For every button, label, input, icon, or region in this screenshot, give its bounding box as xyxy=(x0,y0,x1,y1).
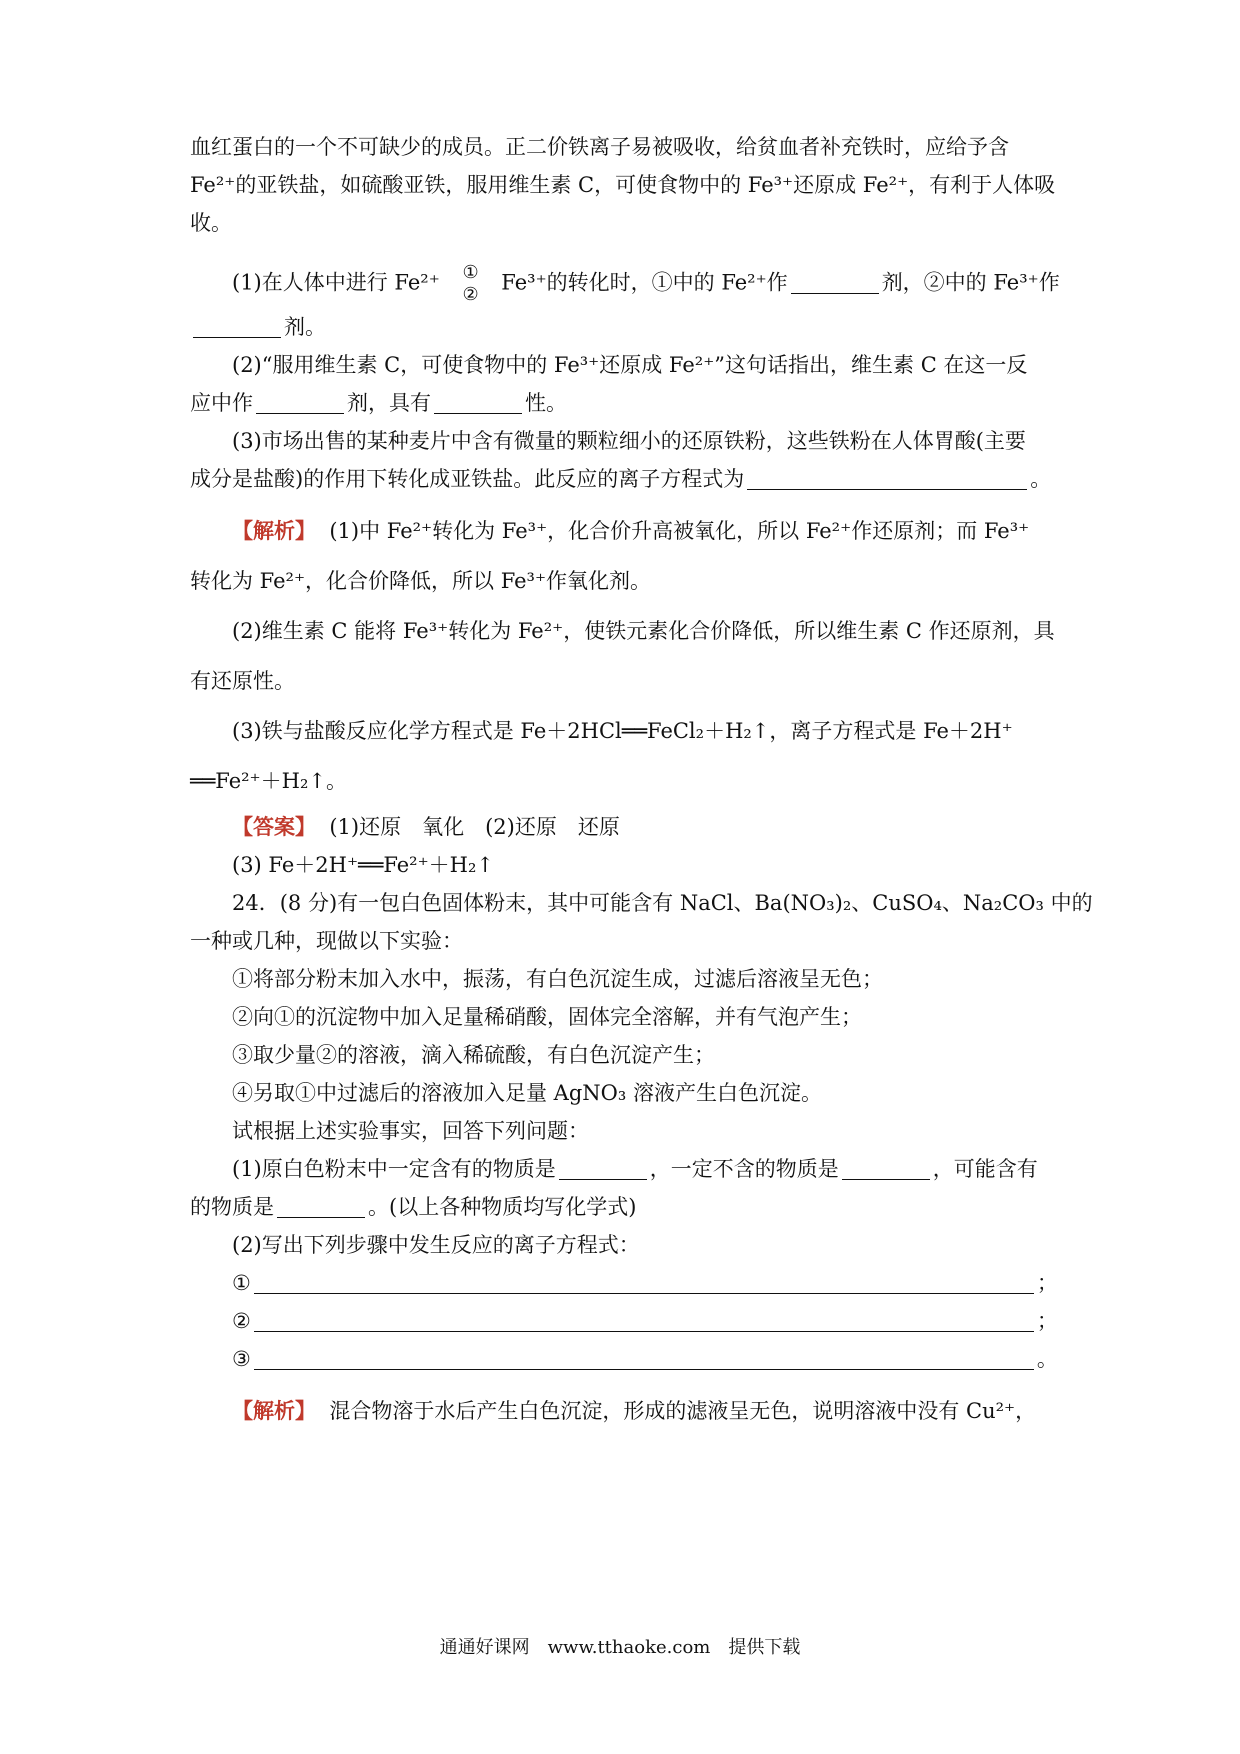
question-1-line xyxy=(232,262,1060,306)
answer-blank[interactable] xyxy=(193,317,281,338)
answer-blank[interactable] xyxy=(747,469,1027,490)
text-line: (2)写出下列步骤中发生反应的离子方程式： xyxy=(232,1233,640,1257)
text-line xyxy=(232,1154,1060,1184)
answer-blank[interactable] xyxy=(256,393,344,414)
text-fragment: ； xyxy=(1036,1271,1058,1295)
text-fragment: ③ xyxy=(232,1347,251,1371)
text-fragment: ② xyxy=(232,1309,251,1333)
answer-blank[interactable] xyxy=(434,393,522,414)
text-fragment: 混合物溶于水后产生白色沉淀，形成的滤液呈无色，说明溶液中没有 Cu²⁺， xyxy=(329,1399,1037,1423)
conversion-arrows xyxy=(462,262,478,306)
text-line xyxy=(190,1192,1060,1222)
text-fragment: ，一定不含的物质是 xyxy=(649,1157,839,1181)
text-line: ④另取①中过滤后的溶液加入足量 AgNO₃ 溶液产生白色沉淀。 xyxy=(232,1081,822,1105)
text-fragment: 剂。 xyxy=(284,315,326,339)
text-fragment: 成分是盐酸)的作用下转化成亚铁盐。此反应的离子方程式为 xyxy=(190,467,745,491)
text-fragment: Fe³⁺的转化时，①中的 Fe²⁺作 xyxy=(501,270,788,295)
text-line xyxy=(232,1268,1060,1298)
text-line: (3)铁与盐酸反应化学方程式是 Fe＋2HCl══FeCl₂＋H₂↑，离子方程式是 Fe＋2H⁺ xyxy=(232,719,1013,743)
arrow-top-label: ① xyxy=(462,262,479,283)
text-line: ══Fe²⁺＋H₂↑。 xyxy=(190,769,347,793)
text-line: Fe²⁺的亚铁盐，如硫酸亚铁，服用维生素 C，可使食物中的 Fe³⁺还原成 Fe²⁺，有利于人体吸 xyxy=(190,173,1056,197)
analysis-line xyxy=(232,1396,1060,1426)
text-line: ②向①的沉淀物中加入足量稀硝酸，固体完全溶解，并有气泡产生； xyxy=(232,1005,862,1029)
text-fragment: 。(以上各种物质均写化学式) xyxy=(368,1195,637,1219)
text-line: 试根据上述实验事实，回答下列问题： xyxy=(232,1119,589,1143)
text-fragment: 的物质是 xyxy=(190,1195,274,1219)
answer-blank[interactable] xyxy=(254,1311,1034,1332)
answer-blank[interactable] xyxy=(791,273,879,294)
text-line: 转化为 Fe²⁺，化合价降低，所以 Fe³⁺作氧化剂。 xyxy=(190,569,652,593)
text-line: (2)维生素 C 能将 Fe³⁺转化为 Fe²⁺，使铁元素化合价降低，所以维生素 C 作还原剂，具 xyxy=(232,619,1055,643)
text-fragment: (1)还原 氧化 (2)还原 还原 xyxy=(329,815,620,839)
text-line: 有还原性。 xyxy=(190,669,295,693)
text-line: ①将部分粉末加入水中，振荡，有白色沉淀生成，过滤后溶液呈无色； xyxy=(232,967,883,991)
text-fragment: 性。 xyxy=(525,391,567,415)
text-fragment: 。 xyxy=(1036,1347,1058,1371)
answer-blank[interactable] xyxy=(277,1197,365,1218)
question-24-line: 24．(8 分)有一包白色固体粉末，其中可能含有 NaCl、Ba(NO₃)₂、CuSO₄、Na₂CO₃ 中的 xyxy=(232,891,1093,915)
analysis-tag: 【解析】 xyxy=(232,1398,316,1423)
text-fragment: 剂，具有 xyxy=(347,391,431,415)
text-line xyxy=(232,1306,1060,1336)
text-line xyxy=(190,464,1060,494)
analysis-line xyxy=(232,516,1060,546)
text-fragment: 剂，②中的 Fe³⁺作 xyxy=(881,270,1060,295)
text-line: ③取少量②的溶液，滴入稀硫酸，有白色沉淀产生； xyxy=(232,1043,715,1067)
text-line: (3) Fe＋2H⁺══Fe²⁺＋H₂↑ xyxy=(232,853,494,877)
text-fragment: ，可能含有 xyxy=(932,1157,1038,1181)
page-footer: 通通好课网 www.tthaoke.com 提供下载 xyxy=(439,1637,801,1658)
text-fragment: (1)在人体中进行 Fe²⁺ xyxy=(232,270,440,295)
text-line xyxy=(190,312,1060,342)
text-fragment: 应中作 xyxy=(190,391,253,415)
text-fragment: 。 xyxy=(1030,467,1052,491)
analysis-tag: 【解析】 xyxy=(232,518,316,543)
text-fragment: (1)中 Fe²⁺转化为 Fe³⁺，化合价升高被氧化，所以 Fe²⁺作还原剂；而 Fe³⁺ xyxy=(329,519,1030,543)
text-line: 血红蛋白的一个不可缺少的成员。正二价铁离子易被吸收，给贫血者补充铁时，应给予含 xyxy=(190,135,1009,159)
text-line xyxy=(232,1344,1060,1374)
answer-line xyxy=(232,812,1060,842)
text-line: 一种或几种，现做以下实验： xyxy=(190,929,463,953)
text-line: (3)市场出售的某种麦片中含有微量的颗粒细小的还原铁粉，这些铁粉在人体胃酸(主要 xyxy=(232,429,1026,453)
answer-blank[interactable] xyxy=(842,1159,930,1180)
answer-blank[interactable] xyxy=(254,1349,1034,1370)
arrow-bottom-label: ② xyxy=(462,284,479,305)
answer-tag: 【答案】 xyxy=(232,814,316,839)
text-line: 收。 xyxy=(190,211,232,235)
text-line: (2)“服用维生素 C，可使食物中的 Fe³⁺还原成 Fe²⁺”这句话指出，维生素 C 在这一反 xyxy=(232,353,1028,377)
text-fragment: (1)原白色粉末中一定含有的物质是 xyxy=(232,1157,556,1181)
text-line xyxy=(190,388,1060,418)
answer-blank[interactable] xyxy=(559,1159,647,1180)
text-fragment: ① xyxy=(232,1271,251,1295)
text-fragment: ； xyxy=(1036,1309,1058,1333)
answer-blank[interactable] xyxy=(254,1273,1034,1294)
